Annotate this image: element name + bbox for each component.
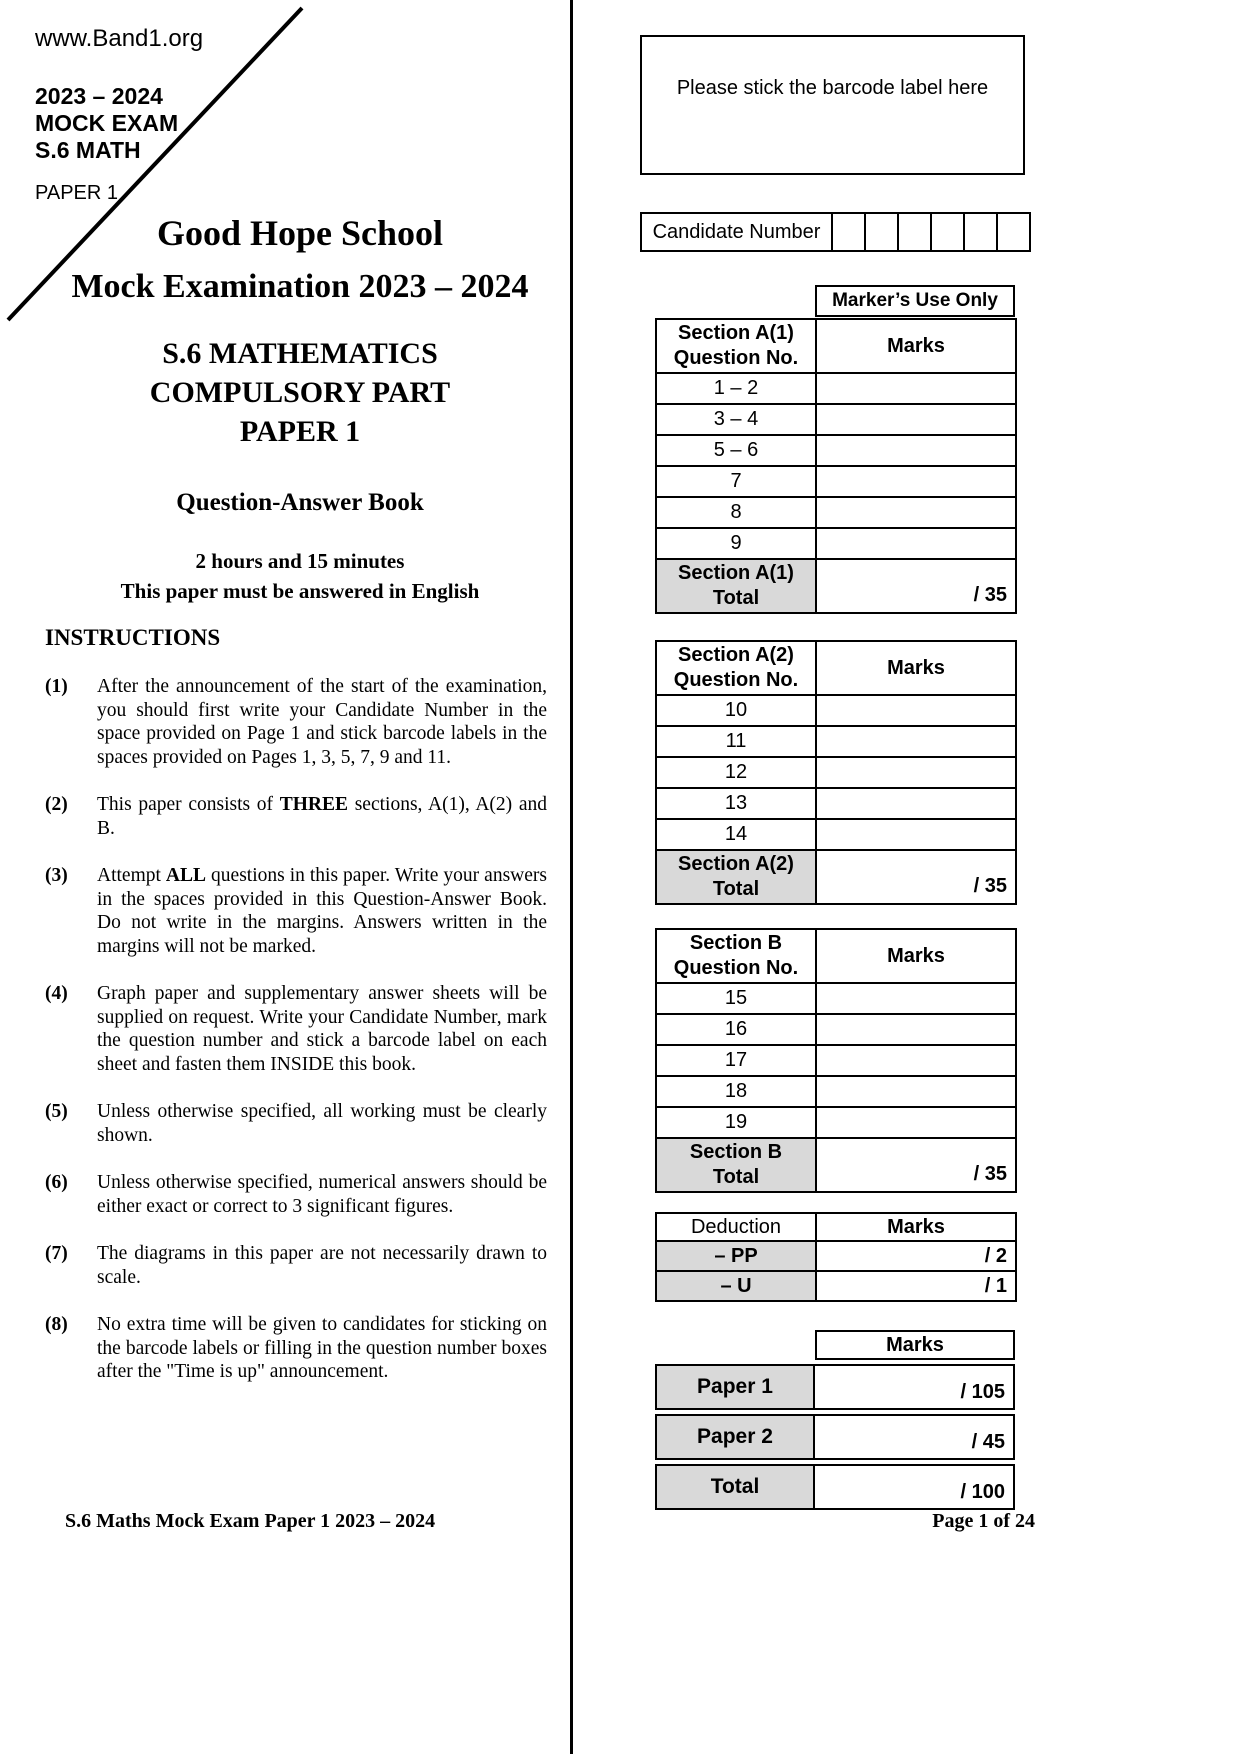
instruction-item	[45, 1100, 547, 1147]
marks-column-header: Marks	[816, 929, 1016, 983]
summary-row	[655, 1364, 1015, 1410]
instruction-item	[45, 675, 547, 769]
section-a1-marks-table	[655, 318, 1017, 614]
marks-column-header: Marks	[815, 1330, 1015, 1360]
candidate-number-row	[640, 212, 1031, 252]
paper-summary-table	[655, 1330, 1015, 1510]
question-number-cell: 19	[656, 1107, 816, 1138]
question-number-cell: 18	[656, 1076, 816, 1107]
section-a2-marks-table	[655, 640, 1017, 905]
question-number-cell: 9	[656, 528, 816, 559]
summary-value: / 105	[815, 1364, 1015, 1410]
subject-line-1: S.6 MATHEMATICS	[162, 337, 438, 370]
section-question-header: Section A(2) Question No.	[656, 641, 816, 695]
marks-input-cell	[816, 726, 1016, 757]
summary-row	[655, 1414, 1015, 1460]
exam-title: Mock Examination 2023 – 2024	[71, 268, 529, 305]
candidate-number-cell	[998, 212, 1031, 252]
subject-block	[30, 334, 570, 451]
marks-input-cell	[816, 1107, 1016, 1138]
section-total-value: / 35	[816, 559, 1016, 613]
candidate-number-cell	[833, 212, 866, 252]
instructions-section	[45, 625, 547, 1384]
question-number-cell: 7	[656, 466, 816, 497]
summary-row	[655, 1464, 1015, 1510]
instruction-text: No extra time will be given to candidates for sticking on the barcode labels or filling in the question number boxes after the "Time is up" announcement.	[97, 1314, 547, 1382]
language-note: This paper must be answered in English	[120, 579, 480, 603]
marks-input-cell	[816, 373, 1016, 404]
instruction-number: (2)	[45, 794, 68, 815]
marks-input-cell	[816, 819, 1016, 850]
marks-column-header: Marks	[816, 319, 1016, 373]
section-total-label: Section A(2) Total	[656, 850, 816, 904]
instruction-number: (8)	[45, 1314, 68, 1335]
deduction-table	[655, 1212, 1017, 1302]
section-question-header: Section B Question No.	[656, 929, 816, 983]
candidate-number-cell	[866, 212, 899, 252]
deduction-value: / 1	[816, 1271, 1016, 1301]
column-divider	[570, 0, 573, 1754]
question-number-cell: 1 – 2	[656, 373, 816, 404]
school-name: Good Hope School	[156, 213, 444, 253]
instruction-text: Unless otherwise specified, all working must be clearly shown.	[97, 1101, 547, 1146]
instruction-text: Unless otherwise specified, numerical answers should be either exact or correct to 3 significant figures.	[97, 1172, 547, 1217]
summary-label: Paper 1	[655, 1364, 815, 1410]
marks-column-header: Marks	[816, 641, 1016, 695]
deduction-header: Deduction	[656, 1213, 816, 1241]
summary-value: / 45	[815, 1414, 1015, 1460]
instruction-text: Attempt ALL questions in this paper. Write your answers in the spaces provided in this Question-Answer Book. Do not write in the margins. Answers written in the margins will not be marked.	[97, 865, 547, 957]
marks-input-cell	[816, 757, 1016, 788]
instruction-item	[45, 982, 547, 1076]
subject-line-2: COMPULSORY PART	[149, 376, 451, 409]
section-total-label: Section A(1) Total	[656, 559, 816, 613]
corner-year: 2023 – 2024	[35, 83, 163, 109]
instruction-number: (3)	[45, 865, 68, 886]
deduction-value: / 2	[816, 1241, 1016, 1271]
instructions-heading: INSTRUCTIONS	[45, 625, 221, 650]
corner-header	[35, 25, 203, 205]
corner-exam: MOCK EXAM	[35, 110, 179, 136]
section-total-value: / 35	[816, 850, 1016, 904]
section-total-label: Section B Total	[656, 1138, 816, 1192]
question-number-cell: 8	[656, 497, 816, 528]
instruction-item	[45, 793, 547, 840]
instruction-item	[45, 1242, 547, 1289]
instruction-number: (7)	[45, 1243, 68, 1264]
instruction-item	[45, 864, 547, 958]
question-number-cell: 13	[656, 788, 816, 819]
footer-page-number: Page 1 of 24	[932, 1510, 1035, 1532]
question-number-cell: 11	[656, 726, 816, 757]
section-b-marks-table	[655, 928, 1017, 1193]
website-url: www.Band1.org	[35, 25, 204, 52]
marks-column-header: Marks	[816, 1213, 1016, 1241]
exam-duration: 2 hours and 15 minutes	[195, 549, 405, 573]
corner-subject: S.6 MATH	[35, 137, 141, 163]
question-answer-book-label: Question-Answer Book	[176, 489, 424, 516]
title-block	[30, 212, 570, 604]
question-number-cell: 12	[656, 757, 816, 788]
instructions-list	[45, 675, 547, 1384]
question-number-cell: 3 – 4	[656, 404, 816, 435]
marks-input-cell	[816, 788, 1016, 819]
barcode-instruction-text: Please stick the barcode label here	[676, 77, 989, 99]
marks-input-cell	[816, 695, 1016, 726]
instruction-number: (4)	[45, 983, 68, 1004]
subject-line-3: PAPER 1	[239, 415, 361, 448]
question-number-cell: 10	[656, 695, 816, 726]
marks-input-cell	[816, 404, 1016, 435]
candidate-number-cells	[833, 212, 1031, 252]
marks-input-cell	[816, 466, 1016, 497]
question-number-cell: 17	[656, 1045, 816, 1076]
summary-label: Paper 2	[655, 1414, 815, 1460]
markers-use-only-header: Marker’s Use Only	[815, 285, 1015, 317]
deduction-label: – PP	[656, 1241, 816, 1271]
summary-label: Total	[655, 1464, 815, 1510]
marks-input-cell	[816, 528, 1016, 559]
instruction-item	[45, 1171, 547, 1218]
marks-input-cell	[816, 1076, 1016, 1107]
marks-input-cell	[816, 497, 1016, 528]
instruction-number: (6)	[45, 1172, 68, 1193]
section-question-header: Section A(1) Question No.	[656, 319, 816, 373]
instruction-text: After the announcement of the start of the examination, you should first write your Candidate Number in the space provided on Page 1 and stick barcode labels in the spaces provided on Pages 1, 3, 5, 7, 9 and 11.	[97, 676, 547, 768]
footer-exam-name: S.6 Maths Mock Exam Paper 1 2023 – 2024	[65, 1510, 436, 1532]
section-total-value: / 35	[816, 1138, 1016, 1192]
candidate-number-cell	[965, 212, 998, 252]
candidate-number-cell	[899, 212, 932, 252]
question-number-cell: 15	[656, 983, 816, 1014]
marks-input-cell	[816, 1045, 1016, 1076]
marks-input-cell	[816, 1014, 1016, 1045]
marks-input-cell	[816, 983, 1016, 1014]
instruction-number: (1)	[45, 676, 68, 697]
instruction-number: (5)	[45, 1101, 68, 1122]
corner-paper-number: PAPER 1	[35, 182, 118, 204]
instruction-text: Graph paper and supplementary answer sheets will be supplied on request. Write your Candidate Number, mark the question number and stick a barcode label on each sheet and fasten them INSIDE this book.	[97, 983, 547, 1075]
candidate-number-label: Candidate Number	[640, 212, 833, 252]
candidate-number-cell	[932, 212, 965, 252]
question-number-cell: 16	[656, 1014, 816, 1045]
marks-input-cell	[816, 435, 1016, 466]
question-number-cell: 5 – 6	[656, 435, 816, 466]
barcode-label-box	[640, 35, 1025, 175]
question-number-cell: 14	[656, 819, 816, 850]
summary-value: / 100	[815, 1464, 1015, 1510]
instruction-item	[45, 1313, 547, 1384]
deduction-label: – U	[656, 1271, 816, 1301]
instruction-text: The diagrams in this paper are not necessarily drawn to scale.	[97, 1243, 547, 1288]
instruction-text: This paper consists of THREE sections, A(1), A(2) and B.	[97, 794, 547, 839]
